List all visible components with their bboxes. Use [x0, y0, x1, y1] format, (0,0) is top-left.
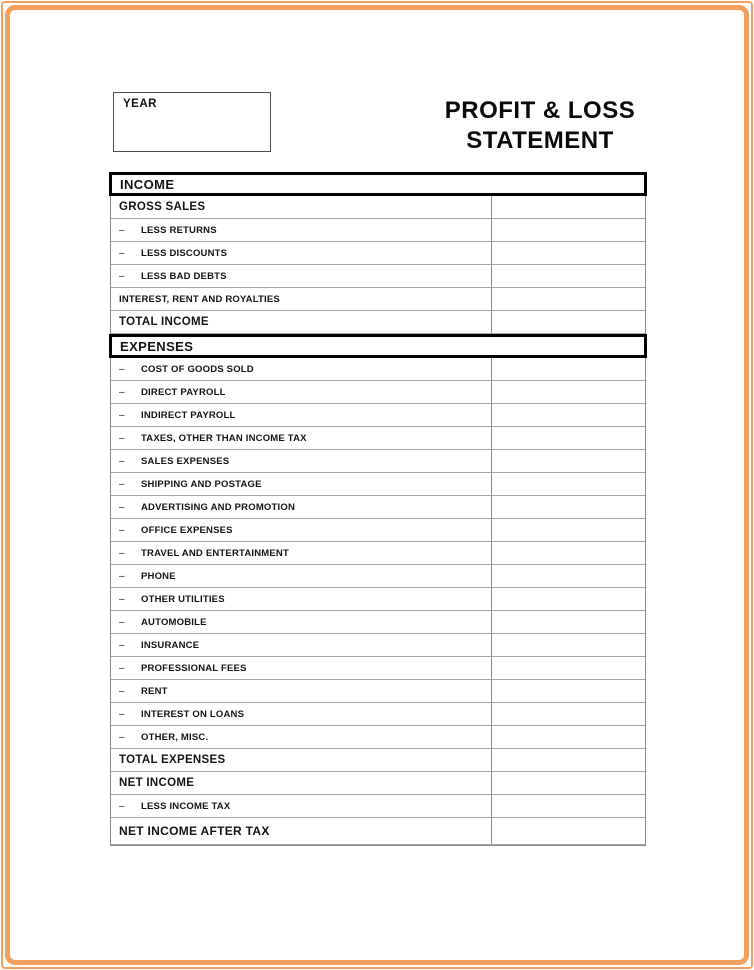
amount-value-cell[interactable]: [491, 473, 645, 495]
row-label: TOTAL EXPENSES: [119, 754, 226, 766]
amount-value-cell[interactable]: [491, 219, 645, 241]
table-row: [111, 818, 645, 845]
table-row: [111, 496, 645, 519]
table-row: [111, 473, 645, 496]
row-label-cell: [111, 265, 491, 287]
amount-value-cell[interactable]: [491, 726, 645, 748]
dash-mark: –: [119, 455, 125, 467]
dash-mark: –: [119, 478, 125, 490]
row-label-cell: [111, 795, 491, 817]
row-label: GROSS SALES: [119, 201, 206, 213]
row-label: TRAVEL AND ENTERTAINMENT: [141, 547, 290, 559]
row-label-cell: [111, 381, 491, 403]
dash-mark: –: [119, 685, 125, 697]
row-label-cell: [111, 450, 491, 472]
amount-value-cell[interactable]: [491, 288, 645, 310]
dash-mark: –: [119, 432, 125, 444]
page-title: [428, 96, 652, 156]
row-label: SALES EXPENSES: [141, 455, 230, 467]
row-label: PHONE: [141, 570, 176, 582]
table-row: [111, 519, 645, 542]
row-label-cell: [111, 219, 491, 241]
row-label: EXPENSES: [120, 338, 194, 354]
amount-value-cell[interactable]: [491, 795, 645, 817]
row-label-cell: [111, 196, 491, 218]
row-label-cell: [111, 818, 491, 844]
row-label: OTHER, MISC.: [141, 731, 209, 743]
row-label-cell: [111, 427, 491, 449]
row-label: ADVERTISING AND PROMOTION: [141, 501, 296, 513]
row-label-cell: [111, 542, 491, 564]
row-label-cell: [111, 565, 491, 587]
row-label: SHIPPING AND POSTAGE: [141, 478, 262, 490]
dash-mark: –: [119, 593, 125, 605]
table-row: [111, 381, 645, 404]
row-label: PROFESSIONAL FEES: [141, 662, 247, 674]
amount-value-cell[interactable]: [491, 634, 645, 656]
row-label: INSURANCE: [141, 639, 200, 651]
row-label: LESS BAD DEBTS: [141, 270, 227, 282]
table-row: [111, 749, 645, 772]
dash-mark: –: [119, 363, 125, 375]
table-row: [111, 542, 645, 565]
amount-value-cell[interactable]: [491, 450, 645, 472]
row-label: LESS INCOME TAX: [141, 800, 231, 812]
dash-mark: –: [119, 639, 125, 651]
row-label: TAXES, OTHER THAN INCOME TAX: [141, 432, 307, 444]
dash-mark: –: [119, 386, 125, 398]
row-label: COST OF GOODS SOLD: [141, 363, 254, 375]
pl-table: [110, 172, 646, 846]
row-label: RENT: [141, 685, 168, 697]
table-row: [111, 242, 645, 265]
amount-value-cell[interactable]: [491, 588, 645, 610]
row-label-cell: [111, 634, 491, 656]
row-label-cell: [111, 311, 491, 333]
row-label-cell: [111, 657, 491, 679]
dash-mark: –: [119, 547, 125, 559]
amount-value-cell[interactable]: [491, 496, 645, 518]
row-label: LESS DISCOUNTS: [141, 247, 228, 259]
amount-value-cell[interactable]: [491, 657, 645, 679]
table-row: [111, 288, 645, 311]
row-label: INTEREST ON LOANS: [141, 708, 245, 720]
table-row: [111, 726, 645, 749]
amount-value-cell[interactable]: [491, 265, 645, 287]
amount-value-cell[interactable]: [491, 680, 645, 702]
dash-mark: –: [119, 800, 125, 812]
row-label-cell: [112, 337, 644, 355]
row-label: INCOME: [120, 176, 175, 192]
row-label: AUTOMOBILE: [141, 616, 207, 628]
row-label: TOTAL INCOME: [119, 316, 209, 328]
row-label: INTEREST, RENT AND ROYALTIES: [119, 293, 280, 305]
amount-value-cell[interactable]: [491, 749, 645, 771]
amount-value-cell[interactable]: [491, 404, 645, 426]
table-row: [111, 772, 645, 795]
row-label-cell: [111, 404, 491, 426]
amount-value-cell[interactable]: [491, 703, 645, 725]
dash-mark: –: [119, 616, 125, 628]
row-label-cell: [111, 680, 491, 702]
row-label-cell: [111, 588, 491, 610]
row-label-cell: [111, 749, 491, 771]
row-label: LESS RETURNS: [141, 224, 217, 236]
table-row: [111, 311, 645, 334]
amount-value-cell[interactable]: [491, 196, 645, 218]
row-label-cell: [111, 496, 491, 518]
table-row: [111, 196, 645, 219]
section-header-row: [109, 334, 647, 358]
dash-mark: –: [119, 224, 125, 236]
table-row: [111, 565, 645, 588]
section-header-row: [109, 172, 647, 196]
dash-mark: –: [119, 409, 125, 421]
amount-value-cell[interactable]: [491, 427, 645, 449]
table-row: [111, 358, 645, 381]
row-label: DIRECT PAYROLL: [141, 386, 226, 398]
dash-mark: –: [119, 708, 125, 720]
table-row: [111, 450, 645, 473]
dash-mark: –: [119, 524, 125, 536]
row-label: OFFICE EXPENSES: [141, 524, 233, 536]
page-title-line1: PROFIT & LOSS: [444, 97, 636, 124]
table-row: [111, 611, 645, 634]
table-row: [111, 703, 645, 726]
table-row: [111, 219, 645, 242]
row-label-cell: [111, 288, 491, 310]
amount-value-cell[interactable]: [491, 818, 645, 844]
amount-value-cell[interactable]: [491, 358, 645, 380]
table-row: [111, 404, 645, 427]
row-label-cell: [111, 703, 491, 725]
amount-value-cell[interactable]: [491, 565, 645, 587]
row-label-cell: [111, 772, 491, 794]
row-label-cell: [111, 358, 491, 380]
row-label: OTHER UTILITIES: [141, 593, 225, 605]
amount-value-cell[interactable]: [491, 772, 645, 794]
row-label-cell: [111, 611, 491, 633]
row-label-cell: [111, 726, 491, 748]
year-input-box[interactable]: [113, 92, 271, 152]
row-label-cell: [112, 175, 644, 193]
row-label-cell: [111, 473, 491, 495]
dash-mark: –: [119, 570, 125, 582]
table-row: [111, 795, 645, 818]
dash-mark: –: [119, 270, 125, 282]
dash-mark: –: [119, 662, 125, 674]
amount-value-cell[interactable]: [491, 519, 645, 541]
row-label-cell: [111, 519, 491, 541]
amount-value-cell[interactable]: [491, 611, 645, 633]
table-row: [111, 680, 645, 703]
amount-value-cell[interactable]: [491, 311, 645, 333]
row-label: INDIRECT PAYROLL: [141, 409, 236, 421]
table-row: [111, 634, 645, 657]
dash-mark: –: [119, 731, 125, 743]
row-label-cell: [111, 242, 491, 264]
page-title-line2: STATEMENT: [466, 127, 614, 154]
table-row: [111, 265, 645, 288]
amount-value-cell[interactable]: [491, 381, 645, 403]
amount-value-cell[interactable]: [491, 542, 645, 564]
table-row: [111, 588, 645, 611]
row-label: NET INCOME: [119, 777, 195, 789]
row-label: NET INCOME AFTER TAX: [119, 824, 270, 838]
dash-mark: –: [119, 247, 125, 259]
year-label: YEAR: [123, 98, 157, 110]
dash-mark: –: [119, 501, 125, 513]
table-row: [111, 427, 645, 450]
amount-value-cell[interactable]: [491, 242, 645, 264]
table-row: [111, 657, 645, 680]
